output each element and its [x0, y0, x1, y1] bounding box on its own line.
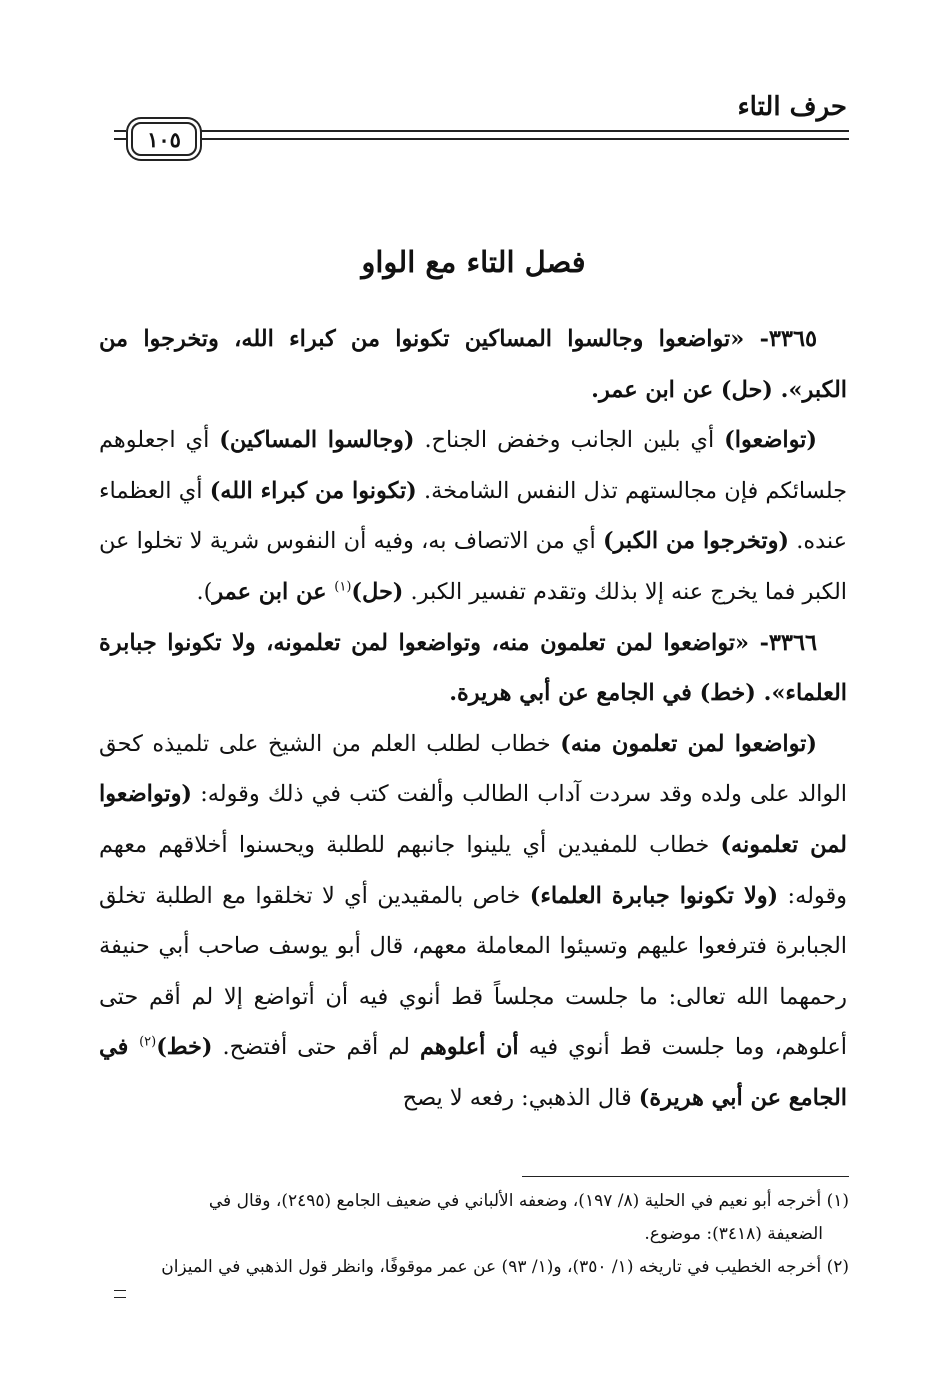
section-title: فصل التاء مع الواو [361, 245, 586, 279]
term: (وجالسوا المساكين) [219, 427, 415, 454]
term: أن أعلوهم [420, 1034, 519, 1061]
hadith-3365: ٣٣٦٥- «تواضعوا وجالسوا المساكين تكونوا من كبراء الله، وتخرجوا من الكبر». (حل) عن ابن عمر. [99, 326, 847, 403]
term: (تواضعوا) [724, 427, 817, 454]
explanation: خاص بالمقيدين أي لا تخلقوا مع الطلبة تخلق الجبابرة فترفعوا عليهم وتسيئوا المعاملة معهم، قال أبو يوسف صاحب أبي حنيفة رحمهما الله تعالى: ما جلست مجلساً قط أنوي فيه أن أتواضع إلا لم أقم حتى أعلوهم، وما جلست قط أنوي فيه [99, 882, 847, 1061]
explanation: خطاب لطلب العلم من الشيخ على تلميذه كحق الوالد على ولده وقد سردت آداب الطالب وألفت كتب في ذلك وقوله: [99, 730, 847, 808]
term: (وتواضعوا لمن تعلمونه) [99, 781, 847, 858]
footnotes [97, 1185, 849, 1284]
term: (وتخرجوا من الكبر) [602, 528, 790, 555]
closing: ). [196, 578, 213, 605]
explanation: خطاب للمفيدين أي يلينوا جانبهم للطلبة ويحسنوا أخلاقهم معهم وقوله: [99, 831, 847, 909]
header-double-rule [200, 130, 849, 140]
explanation: أي العظماء عنده. [99, 477, 847, 555]
continuation-mark [114, 1290, 126, 1298]
explanation: أي بلين الجانب وخفض الجناح. [414, 427, 725, 454]
footnote-2: (٢) أخرجه الخطيب في تاريخه (١/ ٣٥٠)، و(١/ ٩٣) عن عمر موقوفًا، وانظر قول الذهبي في الميزان [161, 1257, 849, 1277]
header-end-mark [114, 130, 126, 140]
footnote-1: (١) أخرجه أبو نعيم في الحلية (٨/ ١٩٧)، وضعفه الألباني في ضعيف الجامع (٢٤٩٥)، وقال في [208, 1191, 849, 1211]
hadith-3366: ٣٣٦٦- «تواضعوا لمن تعلمون منه، وتواضعوا لمن تعلمونه، ولا تكونوا جبابرة العلماء». (خط) في الجامع عن أبي هريرة. [99, 629, 847, 707]
explanation: قال الذهبي: رفعه لا يصح [402, 1084, 639, 1111]
footnote-ref[interactable]: (١) [334, 579, 352, 595]
narrator: عن ابن عمر [212, 578, 335, 605]
running-title: حرف التاء [737, 92, 847, 122]
term: (ولا تكونوا جبابرة العلماء) [529, 882, 779, 909]
footnote-ref[interactable]: (٢) [139, 1034, 157, 1050]
explanation: أي اجعلوهم جلسائكم فإن مجالستهم تذل النفس الشامخة. [99, 427, 847, 504]
footnote-1-continued: الضعيفة (٣٤١٨): موضوع. [644, 1224, 823, 1244]
explanation: لم أقم حتى أفتضح. [212, 1034, 421, 1061]
explanation: أي من الاتصاف به، وفيه أن النفوس شرية لا تخلوا عن الكبر فما يخرج عنه إلا بذلك وتقدم تفسير الكبر. [99, 528, 847, 605]
footnote-separator [522, 1176, 849, 1177]
source-abbrev: (حل) [351, 578, 404, 605]
commentary-3365 [99, 415, 847, 617]
main-text [99, 314, 847, 1124]
page-number: ١٠٥ [131, 122, 197, 156]
term: (تكونوا من كبراء الله) [209, 477, 417, 504]
narrator: في الجامع عن أبي هريرة) [99, 1034, 847, 1111]
source-abbrev: (خط) [156, 1034, 213, 1061]
term: (تواضعوا لمن تعلمون منه) [560, 730, 817, 757]
commentary-3366 [99, 719, 847, 1124]
